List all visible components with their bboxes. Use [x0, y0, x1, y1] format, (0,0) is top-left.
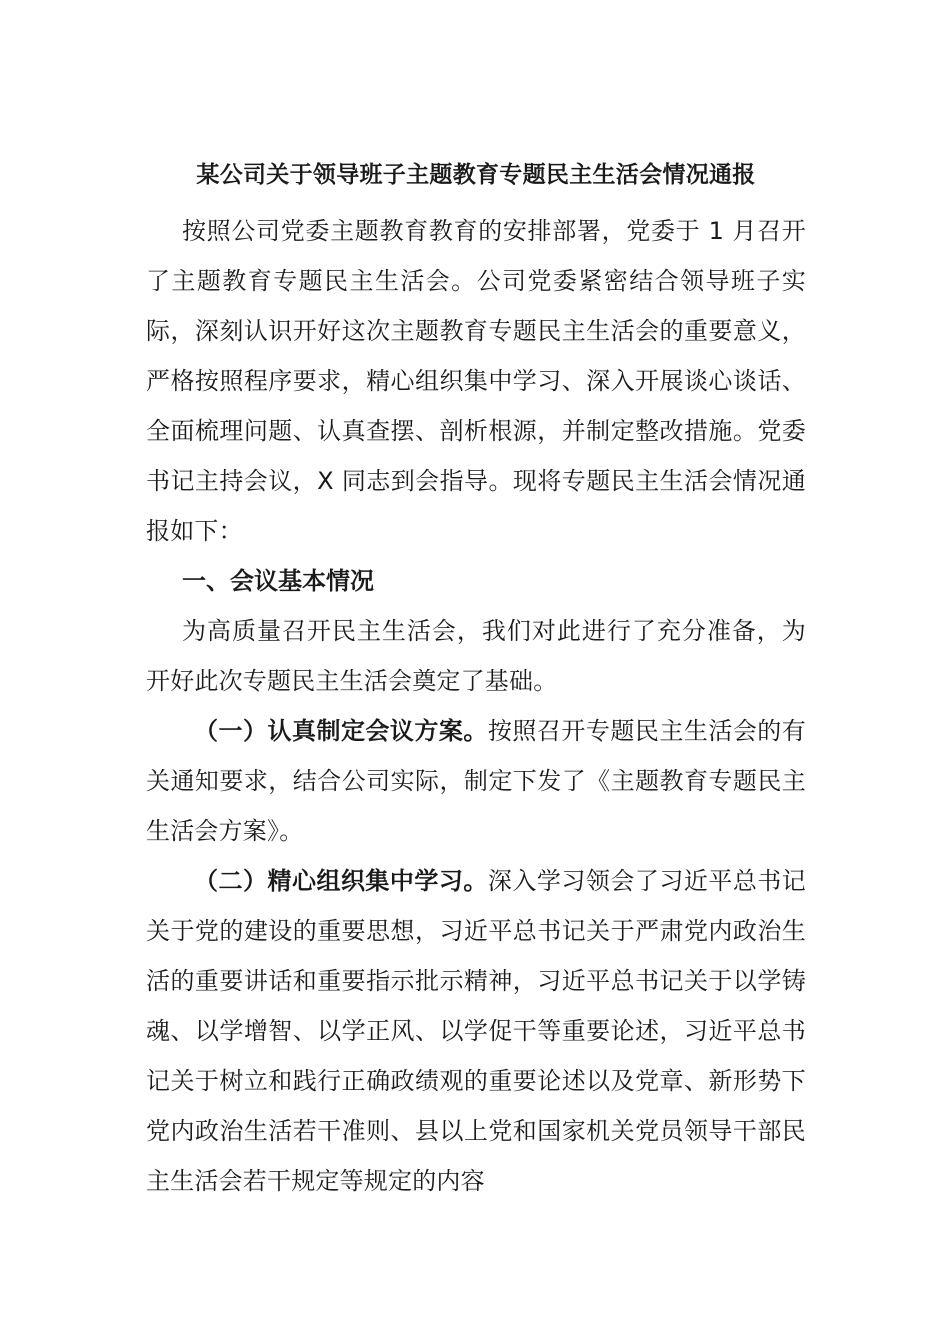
section-heading-1: 一、会议基本情况 [182, 567, 374, 595]
item-1-lead: （一）认真制定会议方案。 [194, 717, 488, 745]
item-1-text: 按照召开专题民主生活会的有关通知要求，结合公司实际，制定下发了《主题教育专题民主生活会方案》。 [146, 717, 806, 845]
item-2-paragraph [146, 856, 806, 1206]
item-2-text: 深入学习领会了习近平总书记关于党的建设的重要思想，习近平总书记关于严肃党内政治生活的重要讲话和重要指示批示精神，习近平总书记关于以学铸魂、以学增智、以学正风、以学促干等重要论述，习近平总书记关于树立和践行正确政绩观的重要论述以及党章、新形势下党内政治生活若干准则、县以上党和国家机关党员领导干部民主生活会若干规定等规定的内容 [146, 867, 806, 1195]
document-title: 某公司关于领导班子主题教育专题民主生活会情况通报 [196, 162, 756, 188]
document-page [146, 156, 806, 1206]
section-1-paragraph: 为高质量召开民主生活会，我们对此进行了充分准备，为开好此次专题民主生活会奠定了基础。 [146, 617, 806, 695]
item-1-paragraph [146, 706, 806, 856]
item-2-lead: （二）精心组织集中学习。 [194, 867, 488, 895]
intro-paragraph: 按照公司党委主题教育教育的安排部署，党委于 1 月召开了主题教育专题民主生活会。公司党委紧密结合领导班子实际，深刻认识开好这次主题教育专题民主生活会的重要意义，严格按照程序要求，精心组织集中学习、深入开展谈心谈话、全面梳理问题、认真查摆、剖析根源，并制定整改措施。党委书记主持会议，X 同志到会指导。现将专题民主生活会情况通报如下： [146, 217, 806, 545]
